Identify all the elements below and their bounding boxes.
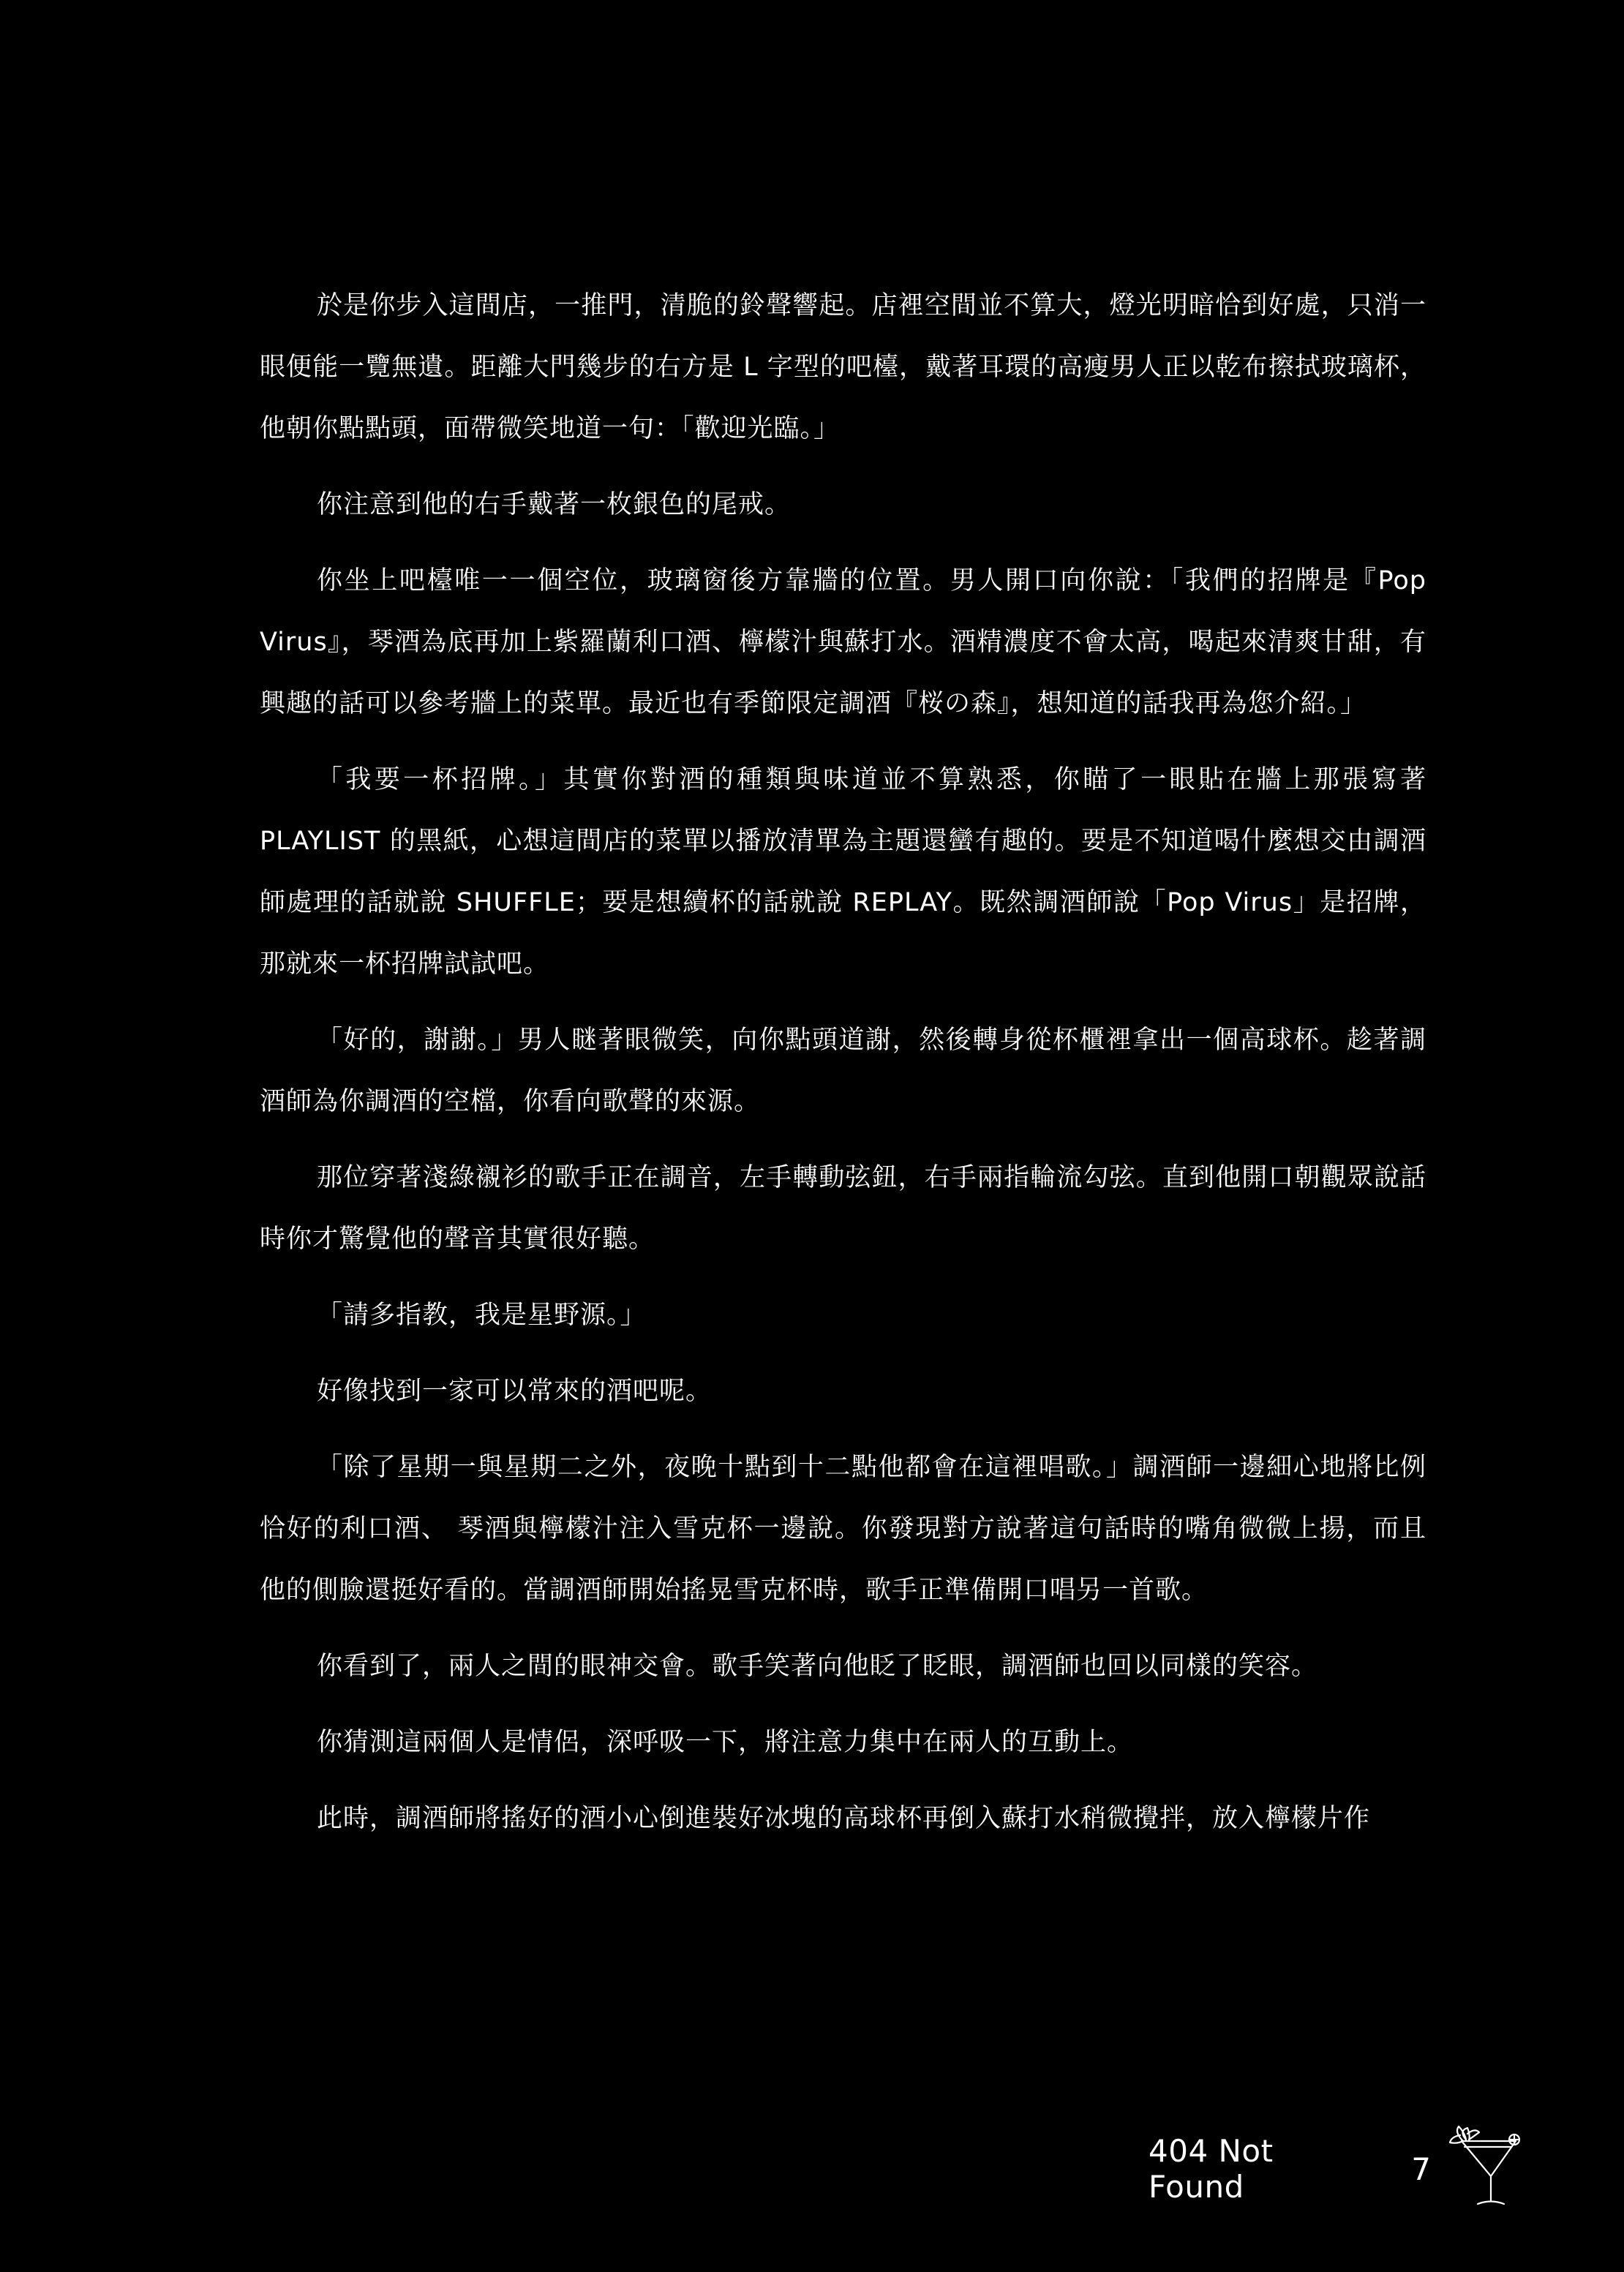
cocktail-glass-icon [1448, 2125, 1529, 2213]
paragraph: 好像找到一家可以常來的酒吧呢。 [317, 1377, 713, 1406]
book-title: 404 Not Found [1149, 2133, 1274, 2205]
paragraph: 「我要一杯招牌。」其實你對酒的種類與味道並不算熟悉，你瞄了一眼貼在牆上那張寫著 PLAYLIST 的黑紙，心想這間店的菜單以播放清單為主題還蠻有趣的。要是不知道喝什麼想交由調酒師處理的話就說 SHUFFLE；要是想續杯的話就說 REPLAY。既然調酒師說「Pop Virus」是招牌，那就來一杯招牌試試吧。 [260, 765, 1426, 979]
paragraph: 「請多指教，我是星野源。」 [317, 1301, 647, 1330]
paragraph: 「除了星期一與星期二之外，夜晚十點到十二點他都會在這裡唱歌。」調酒師一邊細心地將比例恰好的利口酒、 琴酒與檸檬汁注入雪克杯一邊說。你發現對方說著這句話時的嘴角微微上揚，而且他的側臉還挺好看的。當調酒師開始搖晃雪克杯時，歌手正準備開口唱另一首歌。 [260, 1453, 1426, 1605]
paragraph: 「好的，謝謝。」男人瞇著眼微笑，向你點頭道謝，然後轉身從杯櫃裡拿出一個高球杯。趁著調酒師為你調酒的空檔，你看向歌聲的來源。 [260, 1026, 1426, 1116]
body-text [260, 275, 1426, 1849]
paragraph: 你坐上吧檯唯一一個空位，玻璃窗後方靠牆的位置。男人開口向你說：「我們的招牌是『Pop Virus』，琴酒為底再加上紫羅蘭利口酒、檸檬汁與蘇打水。酒精濃度不會太高，喝起來清爽甘甜，有興趣的話可以參考牆上的菜單。最近也有季節限定調酒『桜の森』，想知道的話我再為您介紹。」 [260, 566, 1426, 718]
paragraph: 那位穿著淺綠襯衫的歌手正在調音，左手轉動弦鈕，右手兩指輪流勾弦。直到他開口朝觀眾說話時你才驚覺他的聲音其實很好聽。 [260, 1163, 1426, 1254]
paragraph: 你注意到他的右手戴著一枚銀色的尾戒。 [317, 490, 792, 519]
paragraph: 此時，調酒師將搖好的酒小心倒進裝好冰塊的高球杯再倒入蘇打水稍微攪拌，放入檸檬片作 [317, 1804, 1371, 1833]
page-footer [1149, 2125, 1529, 2213]
paragraph: 你看到了，兩人之間的眼神交會。歌手笑著向他眨了眨眼，調酒師也回以同樣的笑容。 [317, 1652, 1318, 1681]
paragraph: 於是你步入這間店，一推門，清脆的鈴聲響起。店裡空間並不算大，燈光明暗恰到好處，只消一眼便能一覽無遺。距離大門幾步的右方是 L 字型的吧檯，戴著耳環的高瘦男人正以乾布擦拭玻璃杯，他朝你點點頭，面帶微笑地道一句：「歡迎光臨。」 [260, 291, 1426, 443]
page-number: 7 [1411, 2151, 1431, 2187]
paragraph: 你猜測這兩個人是情侶，深呼吸一下，將注意力集中在兩人的互動上。 [317, 1728, 1134, 1757]
